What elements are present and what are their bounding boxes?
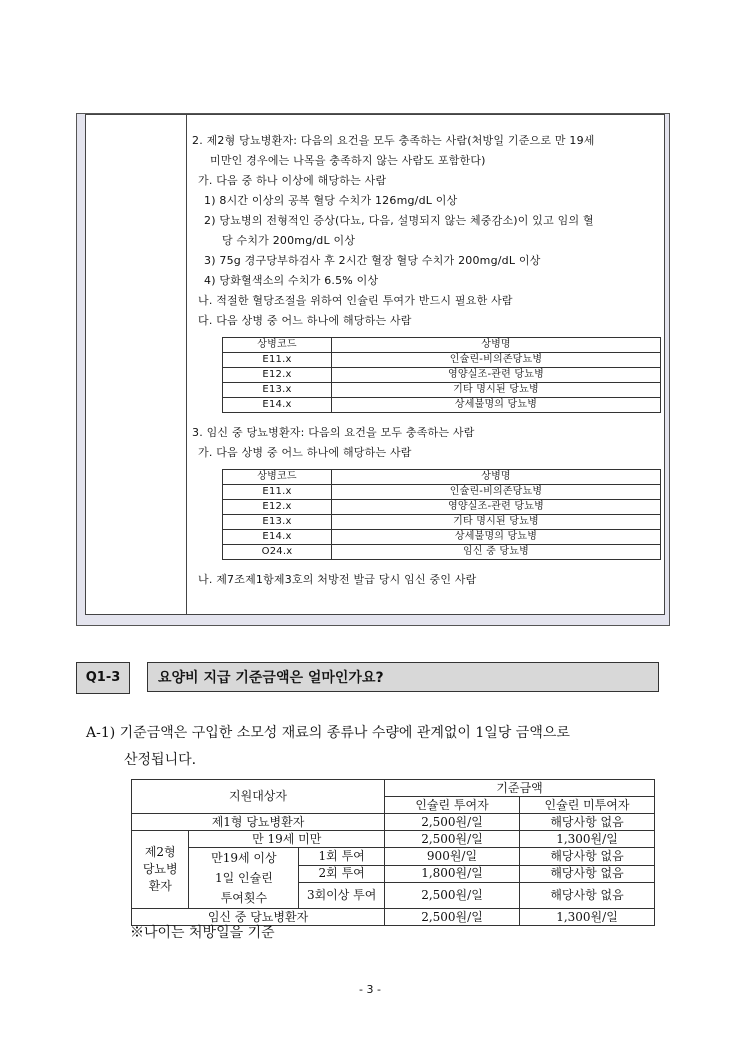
dose1-label: 1회 투여 [299, 848, 385, 866]
header-code: 상병코드 [223, 470, 332, 485]
code-cell: E13.x [223, 515, 332, 530]
type1-label: 제1형 당뇨병환자 [132, 814, 385, 831]
table-header-row [223, 470, 661, 485]
item2-ga-2: 2) 당뇨병의 전형적인 증상(다뇨, 다음, 설명되지 않는 체중감소)이 있고 임의 혈 [204, 214, 594, 227]
over19-label-line: 1일 인슐린 [214, 871, 273, 885]
table-header-row [223, 338, 661, 353]
item2-title: 2. 제2형 당뇨병환자: 다음의 요건을 모두 충족하는 사람(처방일 기준으로 만 19세 [192, 134, 595, 147]
item2-da: 다. 다음 상병 중 어느 하나에 해당하는 사람 [198, 314, 412, 327]
item2-ga: 가. 다음 중 하나 이상에 해당하는 사람 [198, 174, 387, 187]
disease-code-table-2 [222, 469, 661, 560]
pregnancy-no-insulin: 1,300원/일 [520, 909, 655, 926]
fee-table [131, 779, 655, 926]
name-cell: 영양실조-관련 당뇨병 [332, 368, 661, 383]
header-base-amount: 기준금액 [385, 780, 655, 797]
type2-label-line: 제2형 [144, 845, 176, 859]
item3-title: 3. 임신 중 당뇨병환자: 다음의 요건을 모두 충족하는 사람 [192, 426, 475, 439]
item2-ga-1: 1) 8시간 이상의 공복 혈당 수치가 126mg/dL 이상 [204, 194, 458, 207]
code-cell: E14.x [223, 530, 332, 545]
table-row [132, 814, 655, 831]
dose2-insulin: 1,800원/일 [385, 865, 520, 883]
header-no-insulin: 인슐린 미투여자 [520, 797, 655, 814]
answer-line-1: A-1) 기준금액은 구입한 소모성 재료의 종류나 수량에 관계없이 1일당 금액으로 [86, 725, 570, 741]
under19-insulin: 2,500원/일 [385, 831, 520, 848]
name-cell: 상세불명의 당뇨병 [332, 398, 661, 413]
question-number: Q1-3 [76, 662, 130, 694]
table-row [132, 780, 655, 797]
table-row [223, 530, 661, 545]
item3-ga: 가. 다음 상병 중 어느 하나에 해당하는 사람 [198, 446, 412, 459]
criteria-panel [76, 113, 670, 626]
over19-label [189, 848, 299, 909]
type1-insulin: 2,500원/일 [385, 814, 520, 831]
code-cell: E12.x [223, 368, 332, 383]
age-note: ※나이는 처방일을 기준 [130, 925, 275, 941]
page-number: - 3 - [359, 983, 381, 996]
table-row [223, 368, 661, 383]
column-divider [186, 115, 187, 614]
criteria-content [192, 131, 662, 590]
type2-label [132, 831, 189, 909]
code-cell: E14.x [223, 398, 332, 413]
table-row [132, 848, 655, 866]
over19-label-line: 만19세 이상 [211, 851, 277, 865]
code-cell: O24.x [223, 545, 332, 560]
name-cell: 인슐린-비의존당뇨병 [332, 485, 661, 500]
table-row [223, 485, 661, 500]
name-cell: 기타 명시된 당뇨병 [332, 383, 661, 398]
under19-label: 만 19세 미만 [189, 831, 385, 848]
over19-label-line: 투여횟수 [220, 891, 268, 905]
question-title: 요양비 지급 기준금액은 얼마인가요? [147, 662, 659, 692]
dose3-no-insulin: 해당사항 없음 [520, 883, 655, 909]
code-cell: E11.x [223, 353, 332, 368]
dose2-no-insulin: 해당사항 없음 [520, 865, 655, 883]
header-code: 상병코드 [223, 338, 332, 353]
item2-ga-4: 4) 당화혈색소의 수치가 6.5% 이상 [204, 274, 379, 287]
code-cell: E13.x [223, 383, 332, 398]
name-cell: 상세불명의 당뇨병 [332, 530, 661, 545]
pregnancy-label: 임신 중 당뇨병환자 [132, 909, 385, 926]
name-cell: 임신 중 당뇨병 [332, 545, 661, 560]
header-insulin: 인슐린 투여자 [385, 797, 520, 814]
item2-na: 나. 적절한 혈당조절을 위하여 인슐린 투여가 반드시 필요한 사람 [198, 294, 513, 307]
table-row [223, 545, 661, 560]
type2-label-line: 당뇨병 [142, 862, 178, 876]
table-row [223, 353, 661, 368]
answer-line-2: 산정됩니다. [124, 752, 197, 768]
table-row [223, 398, 661, 413]
disease-code-table-1 [222, 337, 661, 413]
criteria-box [85, 114, 665, 615]
item2-ga-3: 3) 75g 경구당부하검사 후 2시간 혈장 혈당 수치가 200mg/dL 이상 [204, 254, 541, 267]
header-name: 상병명 [332, 470, 661, 485]
dose3-label: 3회이상 투여 [299, 883, 385, 909]
table-row [223, 515, 661, 530]
dose1-insulin: 900원/일 [385, 848, 520, 866]
name-cell: 인슐린-비의존당뇨병 [332, 353, 661, 368]
pregnancy-insulin: 2,500원/일 [385, 909, 520, 926]
code-cell: E12.x [223, 500, 332, 515]
name-cell: 기타 명시된 당뇨병 [332, 515, 661, 530]
item2-ga-2-cont: 당 수치가 200mg/dL 이상 [222, 234, 356, 247]
table-row [132, 831, 655, 848]
name-cell: 영양실조-관련 당뇨병 [332, 500, 661, 515]
answer-text [86, 720, 676, 774]
table-row [223, 383, 661, 398]
header-name: 상병명 [332, 338, 661, 353]
item2-title-cont: 미만인 경우에는 나목을 충족하지 않는 사람도 포함한다) [210, 154, 486, 167]
dose1-no-insulin: 해당사항 없음 [520, 848, 655, 866]
table-row [223, 500, 661, 515]
header-target: 지원대상자 [132, 780, 385, 814]
type2-label-line: 환자 [148, 879, 172, 893]
item3-na: 나. 제7조제1항제3호의 처방전 발급 당시 임신 중인 사람 [198, 573, 477, 586]
dose2-label: 2회 투여 [299, 865, 385, 883]
under19-no-insulin: 1,300원/일 [520, 831, 655, 848]
type1-no-insulin: 해당사항 없음 [520, 814, 655, 831]
dose3-insulin: 2,500원/일 [385, 883, 520, 909]
code-cell: E11.x [223, 485, 332, 500]
